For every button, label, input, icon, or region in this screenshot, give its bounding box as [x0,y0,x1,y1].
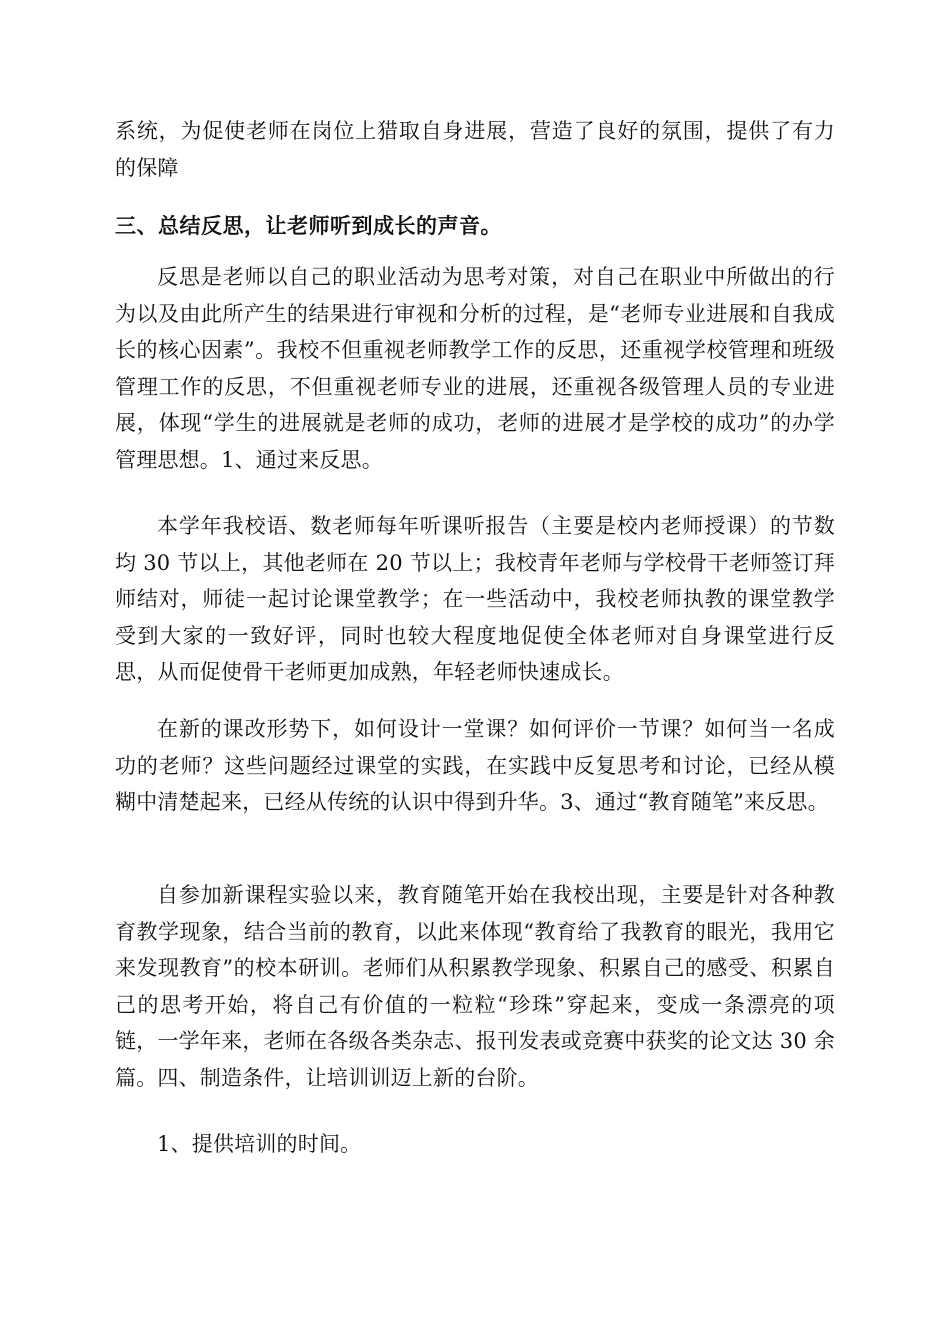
paragraph-continuation: 系统，为促使老师在岗位上猎取自身进展，营造了良好的氛围，提供了有力的保障 [115,119,835,180]
paragraph-reflection: 反思是老师以自己的职业活动为思考对策，对自己在职业中所做出的行为以及由此所产生的结果进行审视和分析的过程，是“老师专业进展和自我成长的核心因素”。我校不但重视老师教学工作的反思，还重视学校管理和班级管理工作的反思，不但重视老师专业的进展，还重视各级管理人员的专业进展，体现“学生的进展就是老师的成功，老师的进展才是学校的成功”的办学管理思想。1、通过来反思。 [115,265,835,472]
paragraph-curriculum-reform: 在新的课改形势下，如何设计一堂课？如何评价一节课？如何当一名成功的老师？这些问题经过课堂的实践，在实践中反复思考和讨论，已经从模糊中清楚起来，已经从传统的认识中得到升华。3、通过“教育随笔”来反思。 [115,717,835,814]
section-heading-3: 三、总结反思，让老师听到成长的声音。 [115,214,502,238]
paragraph-education-essays: 自参加新课程实验以来，教育随笔开始在我校出现，主要是针对各种教育教学现象，结合当前的教育，以此来体现“教育给了我教育的眼光，我用它来发现教育”的校本研训。老师们从积累教学现象、积累自己的感受、积累自己的思考开始，将自己有价值的一粒粒“珍珠”穿起来，变成一条漂亮的项链，一学年来，老师在各级各类杂志、报刊发表或竞赛中获奖的论文达 30 余篇。四、制造条件，让培训训迈上新的台阶。 [115,883,835,1090]
paragraph-lesson-observation: 本学年我校语、数老师每年听课听报告（主要是校内老师授课）的节数均 30 节以上，其他老师在 20 节以上；我校青年老师与学校骨干老师签订拜师结对，师徒一起讨论课堂教学；在一些活动中，我校老师执教的课堂教学受到大家的一致好评，同时也较大程度地促使全体老师对自身课堂进行反思，从而促使骨干老师更加成熟，年轻老师快速成长。 [115,514,835,684]
paragraph-training-time: 1、提供培训的时间。 [157,1132,362,1156]
